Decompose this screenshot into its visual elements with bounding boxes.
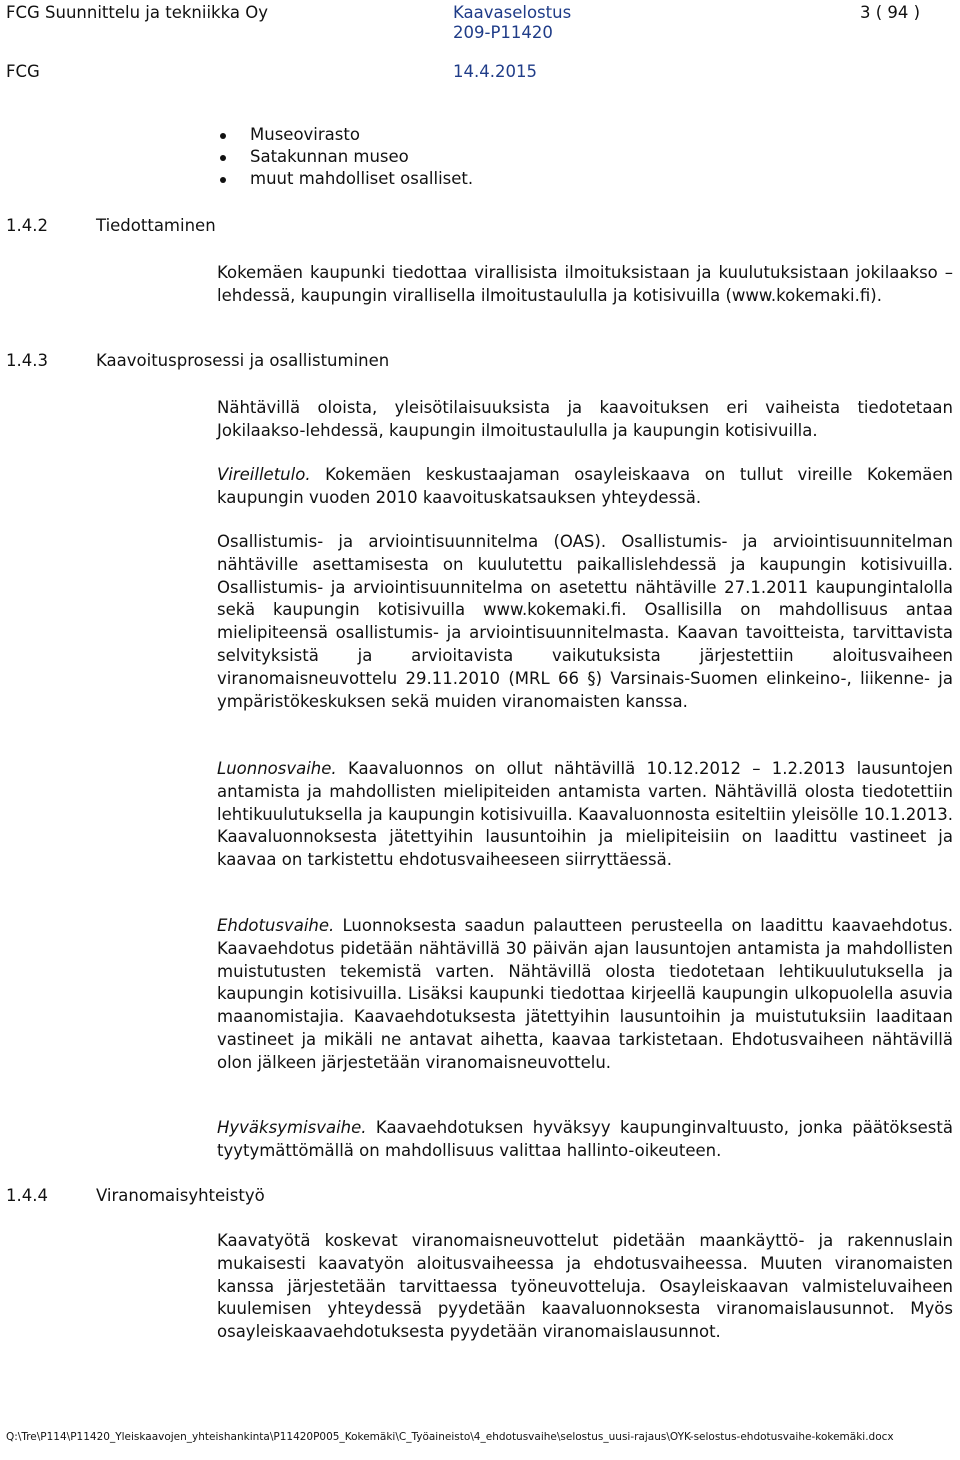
footer-file-path: Q:\Tre\P114\P11420_Yleiskaavojen_yhteishankinta\P11420P005_Kokemäki\C_Työaineisto\4_ehdotusvaihe\selostus_uusi-rajaus\OYK-selostus-ehdotusvaihe-kokemäki.docx bbox=[6, 1431, 894, 1443]
paragraph-hyvaksymisvaihe: Hyväksymisvaihe. Kaavaehdotuksen hyväksyy kaupunginvaltuusto, jonka päätöksestä tyytymättömällä on mahdollisuus valittaa hallinto-oikeuteen. bbox=[217, 1118, 953, 1160]
header-doc-number: 209-P11420 bbox=[453, 23, 553, 42]
bullet-icon bbox=[220, 177, 226, 183]
section-title: Tiedottaminen bbox=[96, 216, 216, 235]
paragraph-viranomaisyhteistyo: Kaavatyötä koskevat viranomaisneuvottelut pidetään maankäyttö- ja rakennuslain mukaisesti kaavatyön aloitusvaiheessa ja ehdotusvaiheessa. Muuten viranomaisten kanssa järjestetään tarvittaessa työneuvotteluja. Osayleiskaavan valmisteluvaiheen kuulemisen yhteydessä pyydetään kaavaluonnoksesta viranomaislausunnot. Myös osayleiskaavaehdotuksesta pyydetään viranomaislausunnot. bbox=[217, 1231, 953, 1342]
header-page-number: 3 ( 94 ) bbox=[860, 3, 921, 22]
paragraph-ehdotusvaihe: Ehdotusvaihe. Luonnoksesta saadun palautteen perusteella on laadittu kaavaehdotus. Kaavaehdotus pidetään nähtävillä 30 päivän ajan lausuntojen antamista ja mahdollisten muistutusten tekemistä varten. Nähtävillä olosta tiedotetaan lehtikuulutuksella ja kaupungin kotisivuilla. Lisäksi kaupunki tiedottaa kirjeellä kaupungin ulkopuolella asuvia maanomistajia. Kaavaehdotuksesta jätettyihin lausuntoihin ja muistutuksiin laaditaan vastineet ja mikäli ne antavat aihetta, kaavaa tarkistetaan. Ehdotusvaiheen nähtävillä olon jälkeen järjestetään viranomaisneuvottelu. bbox=[217, 916, 953, 1072]
section-title: Viranomaisyhteistyö bbox=[96, 1186, 265, 1205]
section-number: 1.4.2 bbox=[6, 216, 48, 235]
bullet-icon bbox=[220, 133, 226, 139]
paragraph-tiedottaminen: Kokemäen kaupunki tiedottaa virallisista ilmoituksistaan ja kuulutuksistaan jokilaakso –lehdessä, kaupungin virallisella ilmoitustaululla ja kotisivuilla (www.kokemaki.fi). bbox=[217, 263, 953, 305]
stage-label: Ehdotusvaihe. bbox=[217, 916, 335, 935]
section-heading-viranomaisyhteistyo bbox=[6, 1185, 265, 1207]
section-heading-tiedottaminen bbox=[6, 215, 216, 237]
paragraph-oas: Osallistumis- ja arviointisuunnitelma (OAS). Osallistumis- ja arviointisuunnitelman nähtäville asettamisesta on kuulutettu paikallislehdessä ja kaupungin kotisivuilla. Osallistumis- ja arviointisuunnitelma on asetettu nähtäville 27.1.2011 kaupungintalolla sekä kaupungin kotisivuilla www.kokemaki.fi. Osallisilla on mahdollisuus antaa mielipiteensä osallistumis- ja arviointisuunnitelmasta. Kaavan tavoitteista, tarvittavista selvityksistä ja arvioitavista vaikutuksista järjestettiin aloitusvaiheen viranomaisneuvottelu 29.11.2010 (MRL 66 §) Varsinais-Suomen elinkeino-, liikenne- ja ympäristökeskuksen sekä muiden viranomaisten kanssa. bbox=[217, 532, 953, 711]
header-company-short: FCG bbox=[6, 62, 40, 81]
header-company: FCG Suunnittelu ja tekniikka Oy bbox=[6, 3, 268, 22]
stage-label: Hyväksymisvaihe. bbox=[217, 1118, 367, 1137]
section-heading-kaavoitusprosessi bbox=[6, 350, 389, 372]
list-item: Museovirasto bbox=[218, 124, 473, 146]
paragraph-nahtavilla: Nähtävillä oloista, yleisötilaisuuksista ja kaavoituksen eri vaiheista tiedotetaan Jokilaakso-lehdessä, kaupungin ilmoitustaululla ja kaupungin kotisivuilla. bbox=[217, 398, 953, 440]
list-item: muut mahdolliset osalliset. bbox=[218, 168, 473, 190]
section-number: 1.4.4 bbox=[6, 1186, 48, 1205]
paragraph-vireilletulo: Vireilletulo. Kokemäen keskustaajaman osayleiskaava on tullut vireille Kokemäen kaupungin vuoden 2010 kaavoituskatsauksen yhteydessä. bbox=[217, 465, 953, 507]
list-item: Satakunnan museo bbox=[218, 146, 473, 168]
section-number: 1.4.3 bbox=[6, 351, 48, 370]
bullet-icon bbox=[220, 155, 226, 161]
header-date: 14.4.2015 bbox=[453, 62, 537, 81]
header-doc-type: Kaavaselostus bbox=[453, 3, 572, 22]
section-title: Kaavoitusprosessi ja osallistuminen bbox=[96, 351, 390, 370]
stage-label: Luonnosvaihe. bbox=[217, 759, 337, 778]
stakeholder-list bbox=[218, 124, 473, 190]
paragraph-luonnosvaihe: Luonnosvaihe. Kaavaluonnos on ollut nähtävillä 10.12.2012 – 1.2.2013 lausuntojen antamista ja mahdollisten mielipiteiden antamista varten. Nähtävillä olosta tiedotettiin lehtikuulutuksella ja kaupungin kotisivuilla. Kaavaluonnosta esiteltiin yleisölle 10.1.2013. Kaavaluonnoksesta jätettyihin lausuntoihin ja mielipiteisiin on laadittu vastineet ja kaavaa on tarkistettu ehdotusvaiheeseen siirryttäessä. bbox=[217, 759, 953, 870]
stage-label: Vireilletulo. bbox=[217, 465, 311, 484]
